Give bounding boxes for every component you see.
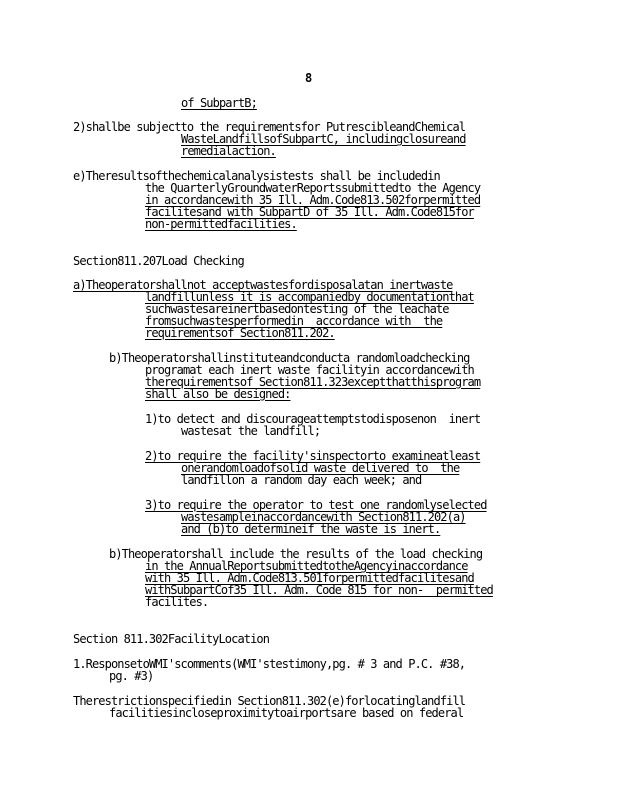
sub-2-line-1: 2)to require the facility'sinspectorto examineatleast xyxy=(145,449,481,463)
item-b2-line-5: facilites. xyxy=(145,595,209,609)
sub-2-line-2: onerandomloadofsolid waste delivered to the xyxy=(181,461,460,475)
item-a-line-2: landfillunless it is accompaniedby documentationthat xyxy=(145,290,474,304)
item-b1-line-1: b)Theoperatorshallinstituteandconducta randomloadchecking xyxy=(109,351,470,365)
item-b2-line-1: b)Theoperatorshall include the results of the load checking xyxy=(109,547,483,561)
item-a-line-1: a)Theoperatorshallnot acceptwastesfordisposalatan inertwaste xyxy=(73,278,453,292)
item-b2-line-4: withSubpartCof35 Ill. Adm. Code 815 for non- permitted xyxy=(145,583,493,597)
closing-line-1: Therestrictionspecifiedin Section811.302(e)forlocatinglandfill xyxy=(73,694,466,708)
item-b2-line-2: in the AnnualReportsubmittedtotheAgencyinaccordance xyxy=(145,559,468,573)
item-b1-line-3: therequirementsof Section811.323exceptthatthisprogram xyxy=(145,375,481,389)
response-line-2: pg. #3) xyxy=(109,669,154,683)
item-b1-line-4: shall also be designed: xyxy=(145,387,291,401)
sub-1-line-2: wastesat the landfill; xyxy=(181,424,321,438)
item-e-line-3: in accordancewith 35 Ill. Adm.Code813.502forpermitted xyxy=(145,193,481,207)
item-b1-line-2: programat each inert waste facilityin accordancewith xyxy=(145,363,474,377)
item-b2-line-3: with 35 Ill. Adm.Code813.501forpermittedfacilitesand xyxy=(145,571,474,585)
item-a-line-4: fromsuchwastesperformedin accordance with the xyxy=(145,314,443,328)
item-2-line-1: 2)shallbe subjectto the requirementsfor PutrescibleandChemical xyxy=(73,120,466,134)
item-2-line-3: remedialaction. xyxy=(181,144,276,158)
item-e-line-1: e)Theresultsofthechemicalanalysistests shall be includedin xyxy=(73,169,440,183)
item-e-line-2: the QuarterlyGroundwaterReportssubmittedto the Agency xyxy=(145,181,481,195)
item-e-line-4: facilitesand with SubpartD of 35 Ill. Adm.Code815for xyxy=(145,205,474,219)
item-2-line-2: WasteLandfillsofSubpartC, includingclosureand xyxy=(181,132,466,146)
item-a-line-3: suchwastesareinertbasedontesting of the leachate xyxy=(145,302,449,316)
item-a-line-5: requirementsof Section811.202. xyxy=(145,326,335,340)
section-811-302-heading: Section 811.302FacilityLocation xyxy=(73,632,270,646)
page-number: 8 xyxy=(305,71,313,85)
item-e-line-5: non-permittedfacilities. xyxy=(145,217,297,231)
sub-3-line-3: and (b)to determineif the waste is inert. xyxy=(181,522,441,536)
closing-line-2: facilitiesincloseproximitytoairportsare based on federal xyxy=(109,706,464,720)
sub-3-line-2: wastesampleinaccordancewith Section811.202(a) xyxy=(181,510,466,524)
response-line-1: 1.ResponsetoWMI'scomments(WMI'stestimony,pg. # 3 and P.C. #38, xyxy=(73,657,466,671)
sub-2-line-3: landfillon a random day each week; and xyxy=(181,473,422,487)
item-d-tail: of SubpartB; xyxy=(181,96,257,110)
sub-1-line-1: 1)to detect and discourageattemptstodisposenon inert xyxy=(145,412,481,426)
section-811-207-heading: Section811.207Load Checking xyxy=(73,254,244,268)
sub-3-line-1: 3)to require the operator to test one randomlyselected xyxy=(145,498,487,512)
